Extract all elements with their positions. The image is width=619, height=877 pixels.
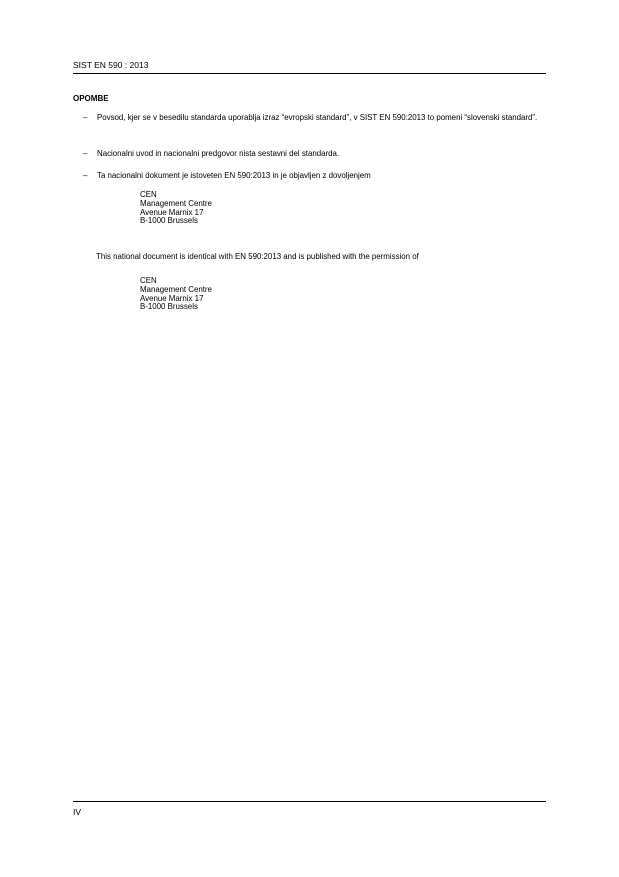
permission-statement: This national document is identical with EN 590:2013 and is published with the permission of xyxy=(96,252,419,261)
note-text: Povsod, kjer se v besedilu standarda uporablja izraz “evropski standard”, v SIST EN 590:2013 to pomeni “slovenski standard”. xyxy=(97,113,538,122)
address-line: B-1000 Brussels xyxy=(140,216,198,226)
note-text: Nacionalni uvod in nacionalni predgovor nista sestavni del standarda. xyxy=(97,149,340,158)
note-item xyxy=(73,171,548,181)
note-item xyxy=(73,149,548,159)
note-bullet: – xyxy=(83,113,88,122)
section-title: OPOMBE xyxy=(73,94,109,103)
page-header-title: SIST EN 590 : 2013 xyxy=(73,60,149,70)
note-bullet: – xyxy=(83,149,88,158)
address-block-en xyxy=(140,277,212,312)
address-line: B-1000 Brussels xyxy=(140,302,198,312)
page-number: IV xyxy=(73,807,82,817)
note-text: Ta nacionalni dokument je istoveten EN 590:2013 in je objavljen z dovoljenjem xyxy=(97,171,371,180)
address-line: Management Centre xyxy=(140,284,212,294)
address-line: CEN xyxy=(140,276,157,285)
address-line: Avenue Marnix 17 xyxy=(140,207,204,217)
address-block-sl xyxy=(140,191,212,226)
header-divider xyxy=(73,73,546,74)
note-bullet: – xyxy=(83,171,88,180)
note-item xyxy=(73,113,548,123)
address-line: Avenue Marnix 17 xyxy=(140,293,204,303)
address-line: Management Centre xyxy=(140,198,212,208)
footer-divider xyxy=(73,801,546,802)
address-line: CEN xyxy=(140,190,157,199)
